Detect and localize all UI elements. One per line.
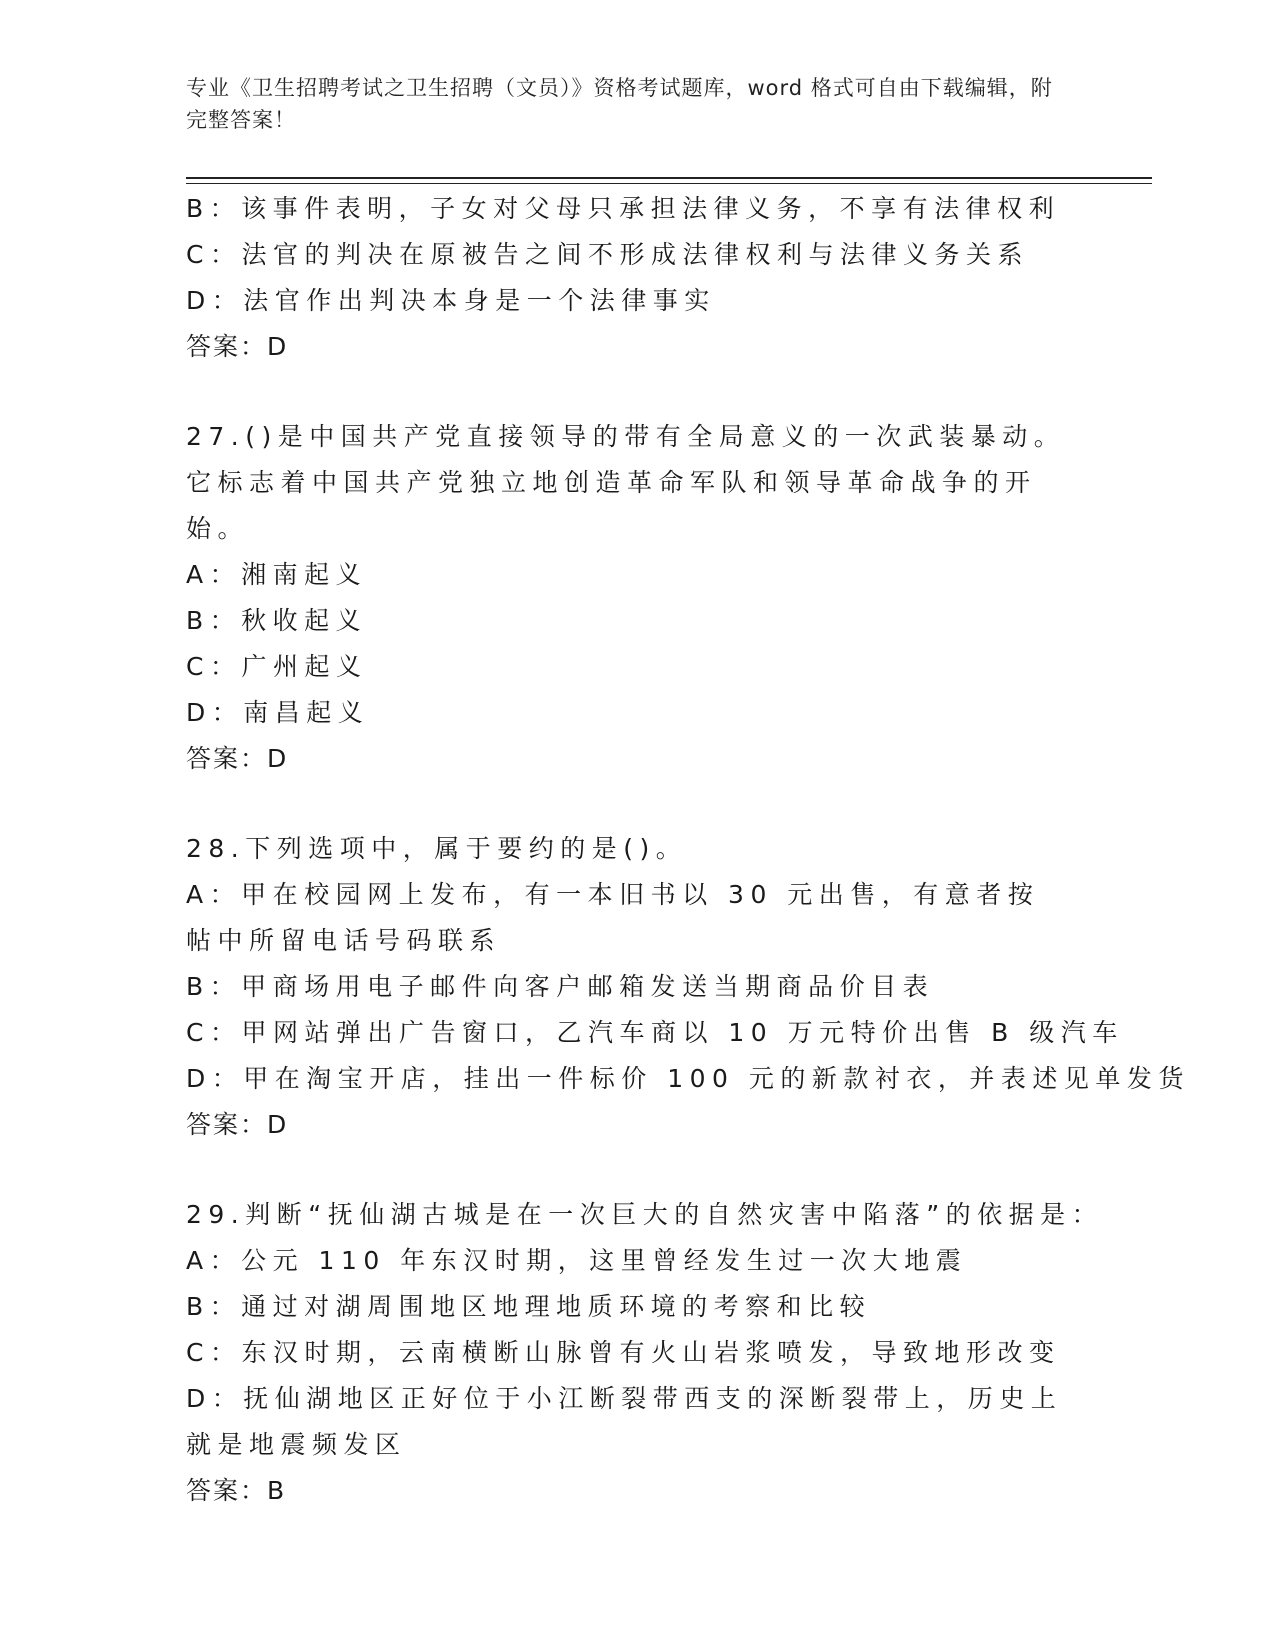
- spacer: [186, 370, 1066, 414]
- header-rule-thin: [186, 183, 1152, 184]
- option-a: A：湘南起义: [186, 560, 368, 589]
- header-rule-thick: [186, 177, 1152, 179]
- question-stem: 29.判断“抚仙湖古城是在一次巨大的自然灾害中陷落”的依据是：: [186, 1200, 1104, 1229]
- option-c: C：广州起义: [186, 652, 368, 681]
- option-d: D：法官作出判决本身是一个法律事实: [186, 286, 716, 315]
- answer-label: 答案：B: [186, 1476, 287, 1505]
- option-b: B：通过对湖周围地区地理地质环境的考察和比较: [186, 1292, 872, 1321]
- option-d: D：甲在淘宝开店，挂出一件标价 100 元的新款衬衣，并表述见单发货: [186, 1064, 1190, 1093]
- option-a: A：公元 110 年东汉时期，这里曾经发生过一次大地震: [186, 1246, 968, 1275]
- question-stem: 27.()是中国共产党直接领导的带有全局意义的一次武装暴动。它标志着中国共产党独立地创造革命军队和领导革命战争的开始。: [186, 422, 1066, 543]
- question-stem: 28.下列选项中，属于要约的是()。: [186, 834, 688, 863]
- option-c: C：法官的判决在原被告之间不形成法律权利与法律义务关系: [186, 240, 1029, 269]
- option-b: B：秋收起义: [186, 606, 368, 635]
- question-28: [186, 826, 1190, 1148]
- option-c: C：甲网站弹出广告窗口，乙汽车商以 10 万元特价出售 B 级汽车: [186, 1018, 1124, 1047]
- answer-label: 答案：D: [186, 1110, 289, 1139]
- question-29: [186, 1192, 1104, 1514]
- document-header: 专业《卫生招聘考试之卫生招聘（文员）》资格考试题库，word 格式可自由下载编辑，附完整答案！: [186, 76, 1053, 132]
- question-27: [186, 414, 1066, 782]
- spacer: [186, 1148, 1066, 1192]
- question-26-tail: [186, 186, 1066, 370]
- option-b: B：该事件表明，子女对父母只承担法律义务，不享有法律权利: [186, 194, 1061, 223]
- option-a: A：甲在校园网上发布，有一本旧书以 30 元出售，有意者按帖中所留电话号码联系: [186, 880, 1040, 955]
- question-content: [186, 186, 1190, 1514]
- option-d: D：抚仙湖地区正好位于小江断裂带西支的深断裂带上，历史上就是地震频发区: [186, 1384, 1063, 1459]
- option-d: D：南昌起义: [186, 698, 370, 727]
- spacer: [186, 782, 1066, 826]
- option-b: B：甲商场用电子邮件向客户邮箱发送当期商品价目表: [186, 972, 935, 1001]
- answer-label: 答案：D: [186, 744, 289, 773]
- option-c: C：东汉时期，云南横断山脉曾有火山岩浆喷发，导致地形改变: [186, 1338, 1061, 1367]
- answer-label: 答案：D: [186, 332, 289, 361]
